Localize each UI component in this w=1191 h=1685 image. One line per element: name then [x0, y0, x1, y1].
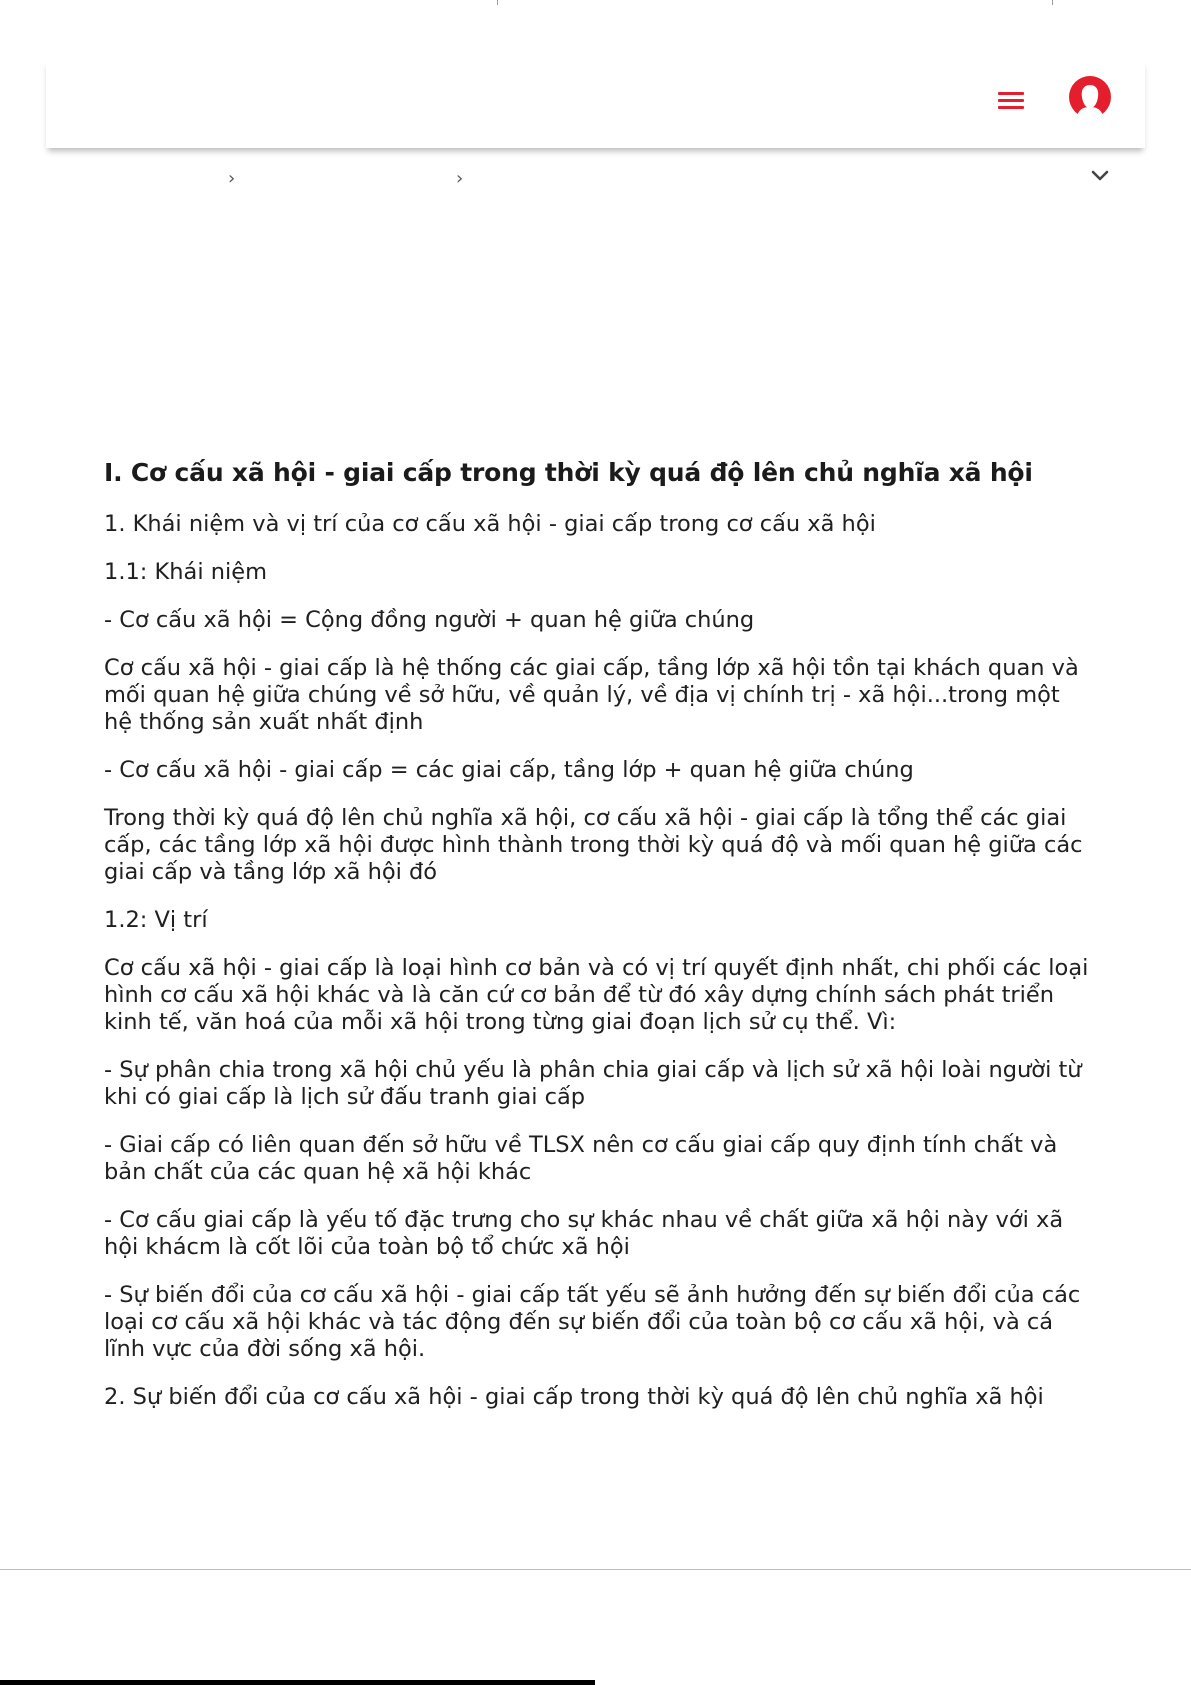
paragraph: 1. Khái niệm và vị trí của cơ cấu xã hội - giai cấp trong cơ cấu xã hội	[104, 511, 876, 537]
paragraph: 2. Sự biến đổi của cơ cấu xã hội - giai cấp trong thời kỳ quá độ lên chủ nghĩa xã hội	[104, 1384, 1044, 1410]
paragraph: - Giai cấp có liên quan đến sở hữu về TLSX nên cơ cấu giai cấp quy định tính chất và bản chất của các quan hệ xã hội khác	[104, 1132, 1058, 1185]
article-body	[104, 455, 1089, 1432]
site-header	[46, 60, 1145, 148]
breadcrumb-separator-icon: ›	[228, 168, 236, 189]
paragraph: Cơ cấu xã hội - giai cấp là loại hình cơ bản và có vị trí quyết định nhất, chi phối các loại hình cơ cấu xã hội khác và là căn cứ cơ bản để từ đó xây dựng chính sách phát triển kinh tế, văn hoá của mỗi xã hội trong từng giai đoạn lịch sử cụ thể. Vì:	[104, 955, 1089, 1035]
breadcrumb	[46, 162, 1145, 196]
top-edge-tick	[1052, 0, 1053, 5]
hamburger-menu-icon[interactable]	[998, 90, 1026, 112]
paragraph: Trong thời kỳ quá độ lên chủ nghĩa xã hội, cơ cấu xã hội - giai cấp là tổng thể các giai cấp, các tầng lớp xã hội được hình thành trong thời kỳ quá độ và mối quan hệ giữa các giai cấp và tầng lớp xã hội đó	[104, 805, 1083, 885]
paragraph: 1.1: Khái niệm	[104, 559, 267, 585]
top-edge-tick	[497, 0, 498, 5]
paragraph: - Sự phân chia trong xã hội chủ yếu là phân chia giai cấp và lịch sử xã hội loài người từ khi có giai cấp là lịch sử đấu tranh giai cấp	[104, 1057, 1082, 1110]
footer-divider	[0, 1569, 1191, 1570]
chevron-down-icon[interactable]	[1088, 166, 1112, 186]
top-edge	[0, 0, 1191, 6]
bottom-bar	[0, 1680, 595, 1685]
paragraph: - Cơ cấu xã hội - giai cấp = các giai cấp, tầng lớp + quan hệ giữa chúng	[104, 757, 914, 783]
paragraph: 1.2: Vị trí	[104, 907, 208, 933]
paragraph: - Sự biến đổi của cơ cấu xã hội - giai cấp tất yếu sẽ ảnh hưởng đến sự biến đổi của các loại cơ cấu xã hội khác và tác động đến sự biến đổi của toàn bộ cơ cấu xã hội, và cá lĩnh vực của đời sống xã hội.	[104, 1282, 1081, 1362]
breadcrumb-separator-icon: ›	[456, 168, 464, 189]
section-heading: I. Cơ cấu xã hội - giai cấp trong thời kỳ quá độ lên chủ nghĩa xã hội	[104, 458, 1033, 487]
paragraph: Cơ cấu xã hội - giai cấp là hệ thống các giai cấp, tầng lớp xã hội tồn tại khách quan và mối quan hệ giữa chúng về sở hữu, về quản lý, về địa vị chính trị - xã hội...trong một hệ thống sản xuất nhất định	[104, 655, 1079, 735]
user-avatar-icon[interactable]	[1065, 74, 1115, 124]
paragraph: - Cơ cấu xã hội = Cộng đồng người + quan hệ giữa chúng	[104, 607, 755, 633]
paragraph: - Cơ cấu giai cấp là yếu tố đặc trưng cho sự khác nhau về chất giữa xã hội này với xã hội khácm là cốt lõi của toàn bộ tổ chức xã hội	[104, 1207, 1064, 1260]
